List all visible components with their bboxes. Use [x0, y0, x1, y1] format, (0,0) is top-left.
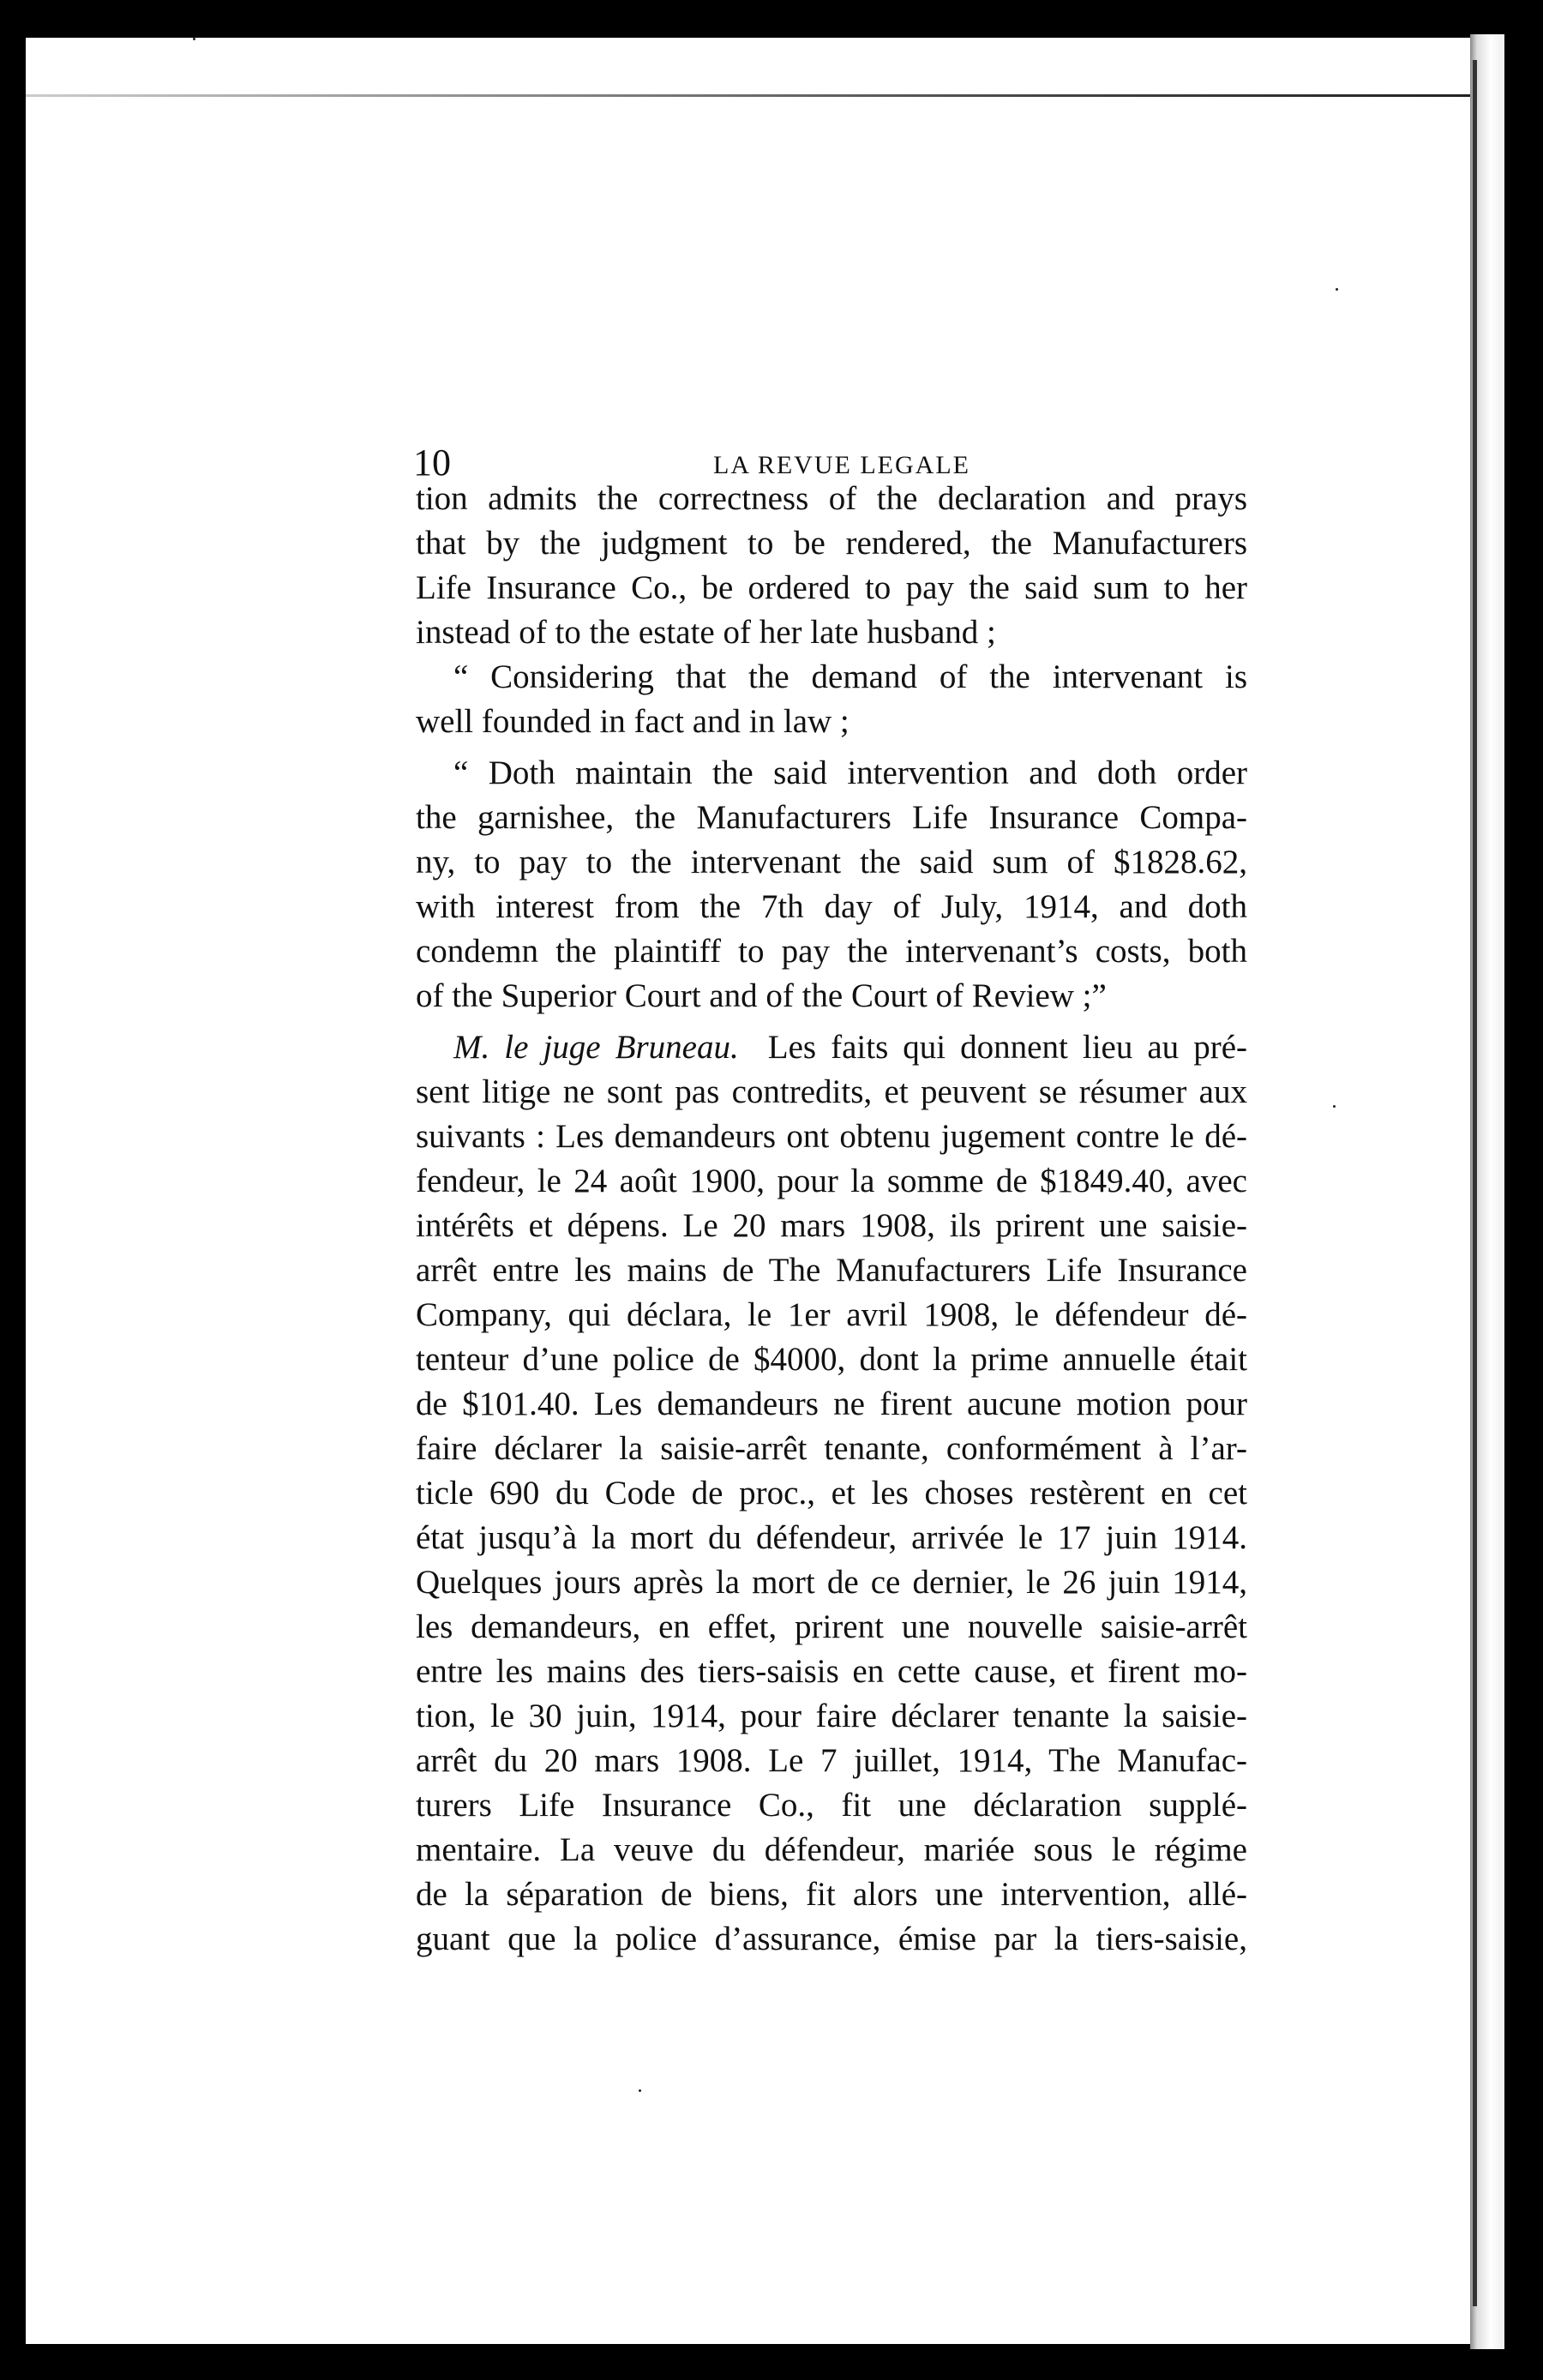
- page-number: 10: [413, 442, 451, 484]
- scan-speck: [1333, 1105, 1336, 1108]
- text-line: instead of to the estate of her late husband ;: [416, 614, 996, 651]
- text-line: Quelques jours après la mort de ce dernier, le 26 juin 1914,: [416, 1564, 1247, 1601]
- scan-speck: [639, 2089, 641, 2092]
- text-line: the garnishee, the Manufacturers Life Insurance Compa-: [416, 799, 1247, 836]
- text-line: “ Considering that the demand of the intervenant is: [453, 658, 1247, 695]
- paragraph: [416, 477, 1247, 655]
- text-line: de la séparation de biens, fit alors une intervention, allé-: [416, 1876, 1247, 1913]
- paragraph: [416, 751, 1247, 1019]
- scan-speck: [1336, 288, 1338, 291]
- text-line: that by the judgment to be rendered, the Manufacturers: [416, 525, 1247, 562]
- text-line: sent litige ne sont pas contredits, et peuvent se résumer aux: [416, 1073, 1247, 1110]
- page-top-edge: [26, 94, 1474, 97]
- text-line: entre les mains des tiers-saisis en cette cause, et firent mo-: [416, 1653, 1247, 1690]
- text-line: turers Life Insurance Co., fit une déclaration supplé-: [416, 1787, 1247, 1824]
- text-line: arrêt entre les mains de The Manufacturers Life Insurance: [416, 1252, 1247, 1289]
- text-line: ny, to pay to the intervenant the said sum of $1828.62,: [416, 844, 1247, 880]
- text-line: Company, qui déclara, le 1er avril 1908, le défendeur dé-: [416, 1296, 1247, 1333]
- text-line: condemn the plaintiff to pay the intervenant’s costs, both: [416, 933, 1247, 970]
- text-line: well founded in fact and in law ;: [416, 703, 850, 740]
- text-line: de $101.40. Les demandeurs ne firent aucune motion pour: [416, 1385, 1247, 1422]
- text-line: faire déclarer la saisie-arrêt tenante, conformément à l’ar-: [416, 1430, 1247, 1467]
- body-text: [416, 477, 1247, 1962]
- text-line: tenteur d’une police de $4000, dont la prime annuelle était: [416, 1341, 1247, 1378]
- scan-speck: [193, 38, 195, 40]
- text-line: tion, le 30 juin, 1914, pour faire déclarer tenante la saisie-: [416, 1698, 1247, 1734]
- text-line: ticle 690 du Code de proc., et les choses restèrent en cet: [416, 1475, 1247, 1512]
- text-line: suivants : Les demandeurs ont obtenu jugement contre le dé-: [416, 1118, 1247, 1155]
- text-line: [416, 1025, 1247, 1070]
- text-line: arrêt du 20 mars 1908. Le 7 juillet, 1914, The Manufac-: [416, 1742, 1247, 1779]
- text-line: intérêts et dépens. Le 20 mars 1908, ils prirent une saisie-: [416, 1207, 1247, 1244]
- text-line: Life Insurance Co., be ordered to pay the said sum to her: [416, 569, 1247, 606]
- running-title: LA REVUE LEGALE: [713, 451, 970, 479]
- text-line: guant que la police d’assurance, émise par la tiers-saisie,: [416, 1920, 1247, 1957]
- text-line-rest: Les faits qui donnent lieu au pré-: [767, 1029, 1248, 1066]
- text-line: with interest from the 7th day of July, 1914, and doth: [416, 888, 1247, 925]
- text-line: of the Superior Court and of the Court of Review ;”: [416, 977, 1107, 1014]
- book-edge-shadow: [1473, 60, 1477, 2306]
- text-line: les demandeurs, en effet, prirent une nouvelle saisie-arrêt: [416, 1608, 1247, 1645]
- paragraph: [416, 655, 1247, 744]
- text-line: état jusqu’à la mort du défendeur, arrivée le 17 juin 1914.: [416, 1519, 1247, 1556]
- text-line: “ Doth maintain the said intervention and doth order: [453, 754, 1247, 791]
- text-line: mentaire. La veuve du défendeur, mariée sous le régime: [416, 1831, 1247, 1868]
- paragraph: [416, 1025, 1247, 1962]
- text-line: fendeur, le 24 août 1900, pour la somme de $1849.40, avec: [416, 1163, 1247, 1199]
- judge-name: M. le juge Bruneau.: [453, 1029, 739, 1066]
- text-line: tion admits the correctness of the declaration and prays: [416, 480, 1247, 517]
